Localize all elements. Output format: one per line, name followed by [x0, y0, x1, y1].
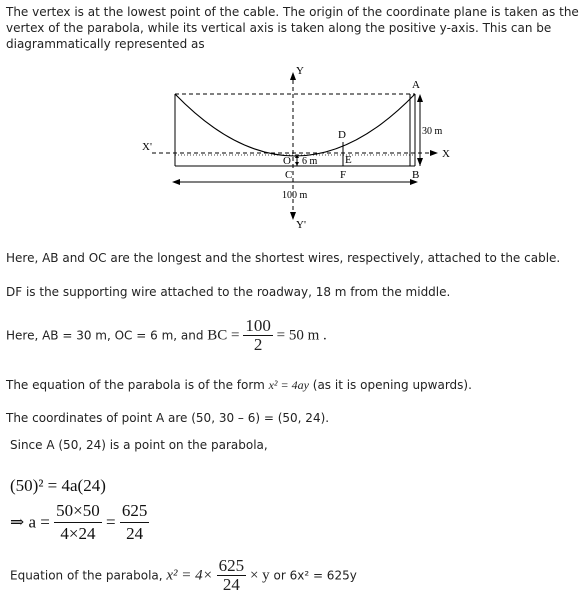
- final-den: 24: [222, 575, 240, 594]
- eq2-den2: 24: [126, 524, 144, 543]
- equation-1: (50)² = 4a(24): [10, 476, 106, 495]
- label-d: D: [338, 129, 346, 141]
- label-f: F: [340, 169, 347, 181]
- paragraph-supporting-wire: DF is the supporting wire attached to the roadway, 18 m from the middle.: [6, 285, 451, 299]
- paragraph-since: Since A (50, 24) is a point on the parabola,: [10, 438, 268, 452]
- paragraph-lengths: [6, 318, 327, 353]
- eq2-num1: 50×50: [54, 501, 102, 523]
- final-tail: or 6x² = 625y: [269, 568, 357, 583]
- equation-2: [10, 501, 149, 544]
- label-oc-length: 6 m: [302, 156, 318, 167]
- label-c: C: [285, 169, 293, 181]
- form-after: (as it is opening upwards).: [308, 378, 472, 392]
- label-a: A: [412, 79, 420, 91]
- label-y-bottom: Y': [296, 219, 306, 231]
- final-lhs: x² = 4×: [166, 567, 213, 584]
- eq2-fraction-1: [54, 501, 102, 544]
- eq2-equals: =: [105, 512, 116, 532]
- bc-label: BC =: [207, 327, 240, 344]
- paragraph-coordinates: The coordinates of point A are (50, 30 – 6) = (50, 24).: [6, 411, 330, 425]
- eq2-fraction-2: [120, 501, 150, 544]
- parabola-diagram: [130, 58, 460, 238]
- bc-denominator: 2: [253, 335, 263, 354]
- label-x-left: X': [142, 141, 152, 153]
- bc-result: = 50 m .: [276, 327, 327, 344]
- bc-fraction: [243, 318, 273, 353]
- lengths-text: Here, AB = 30 m, OC = 6 m, and: [6, 328, 208, 343]
- paragraph-wires: Here, AB and OC are the longest and the shortest wires, respectively, attached to the cable.: [6, 251, 561, 265]
- label-width: 100 m: [282, 190, 308, 201]
- label-o: O: [283, 155, 291, 167]
- eq2-lhs: ⇒ a =: [10, 512, 50, 532]
- label-ab-length: 30 m: [422, 126, 443, 137]
- final-rhs: × y: [249, 567, 270, 584]
- eq2-den1: 4×24: [60, 524, 96, 543]
- intro-paragraph: The vertex is at the lowest point of the cable. The origin of the coordinate plane is taken as the vertex of the parabola, while its vertical axis is taken along the positive y-axis. This can be diagrammatically represented as: [6, 5, 579, 51]
- label-b: B: [412, 169, 420, 181]
- label-e: E: [345, 154, 352, 166]
- bc-numerator: 100: [245, 316, 271, 335]
- label-x-right: X: [442, 148, 450, 160]
- paragraph-final-equation: [10, 558, 357, 593]
- label-y-top: Y: [296, 65, 304, 77]
- eq2-num2: 625: [120, 501, 150, 523]
- final-fraction: [217, 558, 247, 593]
- paragraph-equation-form: [6, 377, 472, 393]
- final-text: Equation of the parabola,: [10, 568, 167, 583]
- final-num: 625: [218, 556, 245, 575]
- form-equation: x² = 4ay: [268, 378, 309, 392]
- form-before: The equation of the parabola is of the form: [6, 378, 269, 392]
